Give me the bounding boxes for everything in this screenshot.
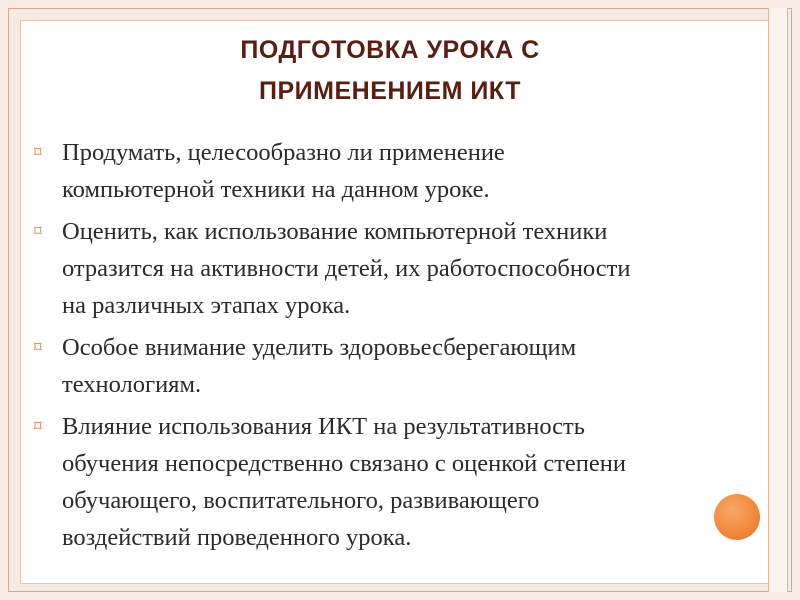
bullet-1-line-1: Продумать, целесообразно ли применение — [62, 139, 505, 166]
bullet-list — [34, 134, 754, 561]
bullet-4-line-4: воздействий проведенного урока. — [62, 524, 412, 551]
orange-circle-icon — [714, 494, 760, 540]
bullet-4-line-3: обучающего, воспитательного, развивающего — [62, 487, 540, 514]
bullet-2-line-1: Оценить, как использование компьютерной техники — [62, 218, 608, 245]
slide-title — [40, 30, 740, 112]
bullet-marker-icon: ⌑ — [34, 143, 42, 161]
slide-title-line-2: ПРИМЕНЕНИЕМ ИКТ — [259, 77, 521, 105]
slide-title-line-1: ПОДГОТОВКА УРОКА С — [240, 36, 540, 64]
bullet-item-3 — [34, 329, 754, 403]
bullet-2-line-3: на различных этапах урока. — [62, 292, 351, 319]
bullet-item-2 — [34, 213, 754, 324]
bullet-marker-icon: ⌑ — [34, 417, 42, 435]
bullet-2-line-2: отразится на активности детей, их работоспособности — [62, 255, 631, 282]
bullet-item-4 — [34, 408, 754, 556]
bullet-marker-icon: ⌑ — [34, 222, 42, 240]
bullet-1-line-2: компьютерной техники на данном уроке. — [62, 176, 490, 203]
bullet-marker-icon: ⌑ — [34, 338, 42, 356]
bullet-3-line-1: Особое внимание уделить здоровьесберегающим — [62, 334, 577, 361]
bullet-4-line-2: обучения непосредственно связано с оценкой степени — [62, 450, 627, 477]
bullet-item-1 — [34, 134, 754, 208]
bullet-4-line-1: Влияние использования ИКТ на результативность — [62, 413, 585, 440]
bullet-3-line-2: технологиям. — [62, 371, 202, 398]
slide-side-stripe — [768, 8, 788, 592]
